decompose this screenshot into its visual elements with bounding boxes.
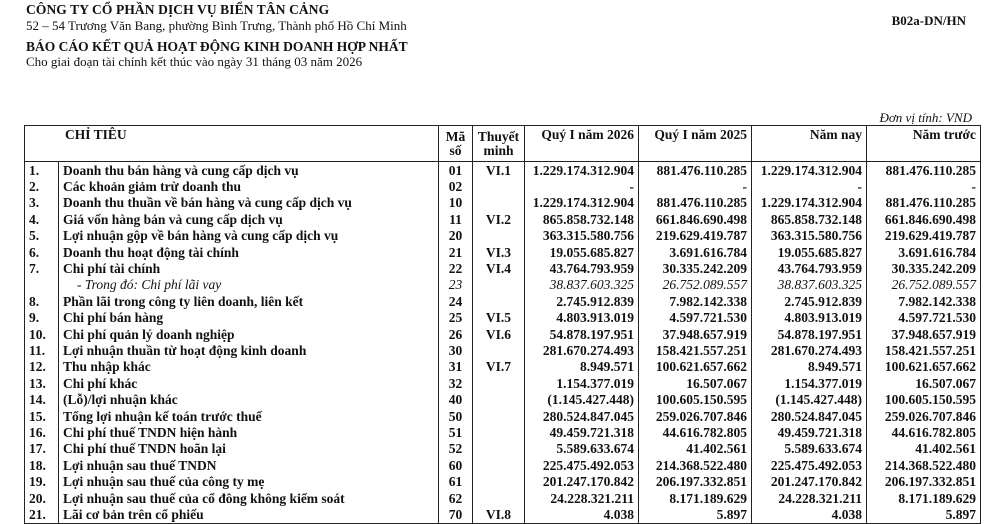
table-row (25, 391, 981, 407)
value-prev-year: 4.597.721.530 (867, 310, 981, 326)
row-note: VI.8 (473, 506, 525, 523)
value-this-year: 225.475.492.053 (752, 457, 867, 473)
value-q1-2025: 4.597.721.530 (639, 310, 752, 326)
header-code: Mã số (439, 126, 473, 162)
value-prev-year: 100.605.150.595 (867, 391, 981, 407)
row-number: 5. (25, 228, 59, 244)
value-q1-2025: 214.368.522.480 (639, 457, 752, 473)
row-label: Giá vốn hàng bán và cung cấp dịch vụ (59, 211, 439, 227)
company-address: 52 – 54 Trương Văn Bang, phường Bình Trưng, Thành phố Hồ Chí Minh (26, 18, 407, 33)
value-q1-2025: 16.507.067 (639, 375, 752, 391)
table-row (25, 408, 981, 424)
row-note (473, 178, 525, 194)
value-q1-2026: 865.858.732.148 (525, 211, 639, 227)
row-note (473, 391, 525, 407)
row-number: 11. (25, 342, 59, 358)
table-row (25, 195, 981, 211)
row-number: 4. (25, 211, 59, 227)
value-q1-2026: 54.878.197.951 (525, 326, 639, 342)
value-q1-2025: 7.982.142.338 (639, 293, 752, 309)
table-row (25, 375, 981, 391)
row-label: Chi phí bán hàng (59, 310, 439, 326)
value-prev-year: 30.335.242.209 (867, 260, 981, 276)
row-number: 15. (25, 408, 59, 424)
row-number: 8. (25, 293, 59, 309)
value-this-year: 2.745.912.839 (752, 293, 867, 309)
value-this-year: 1.229.174.312.904 (752, 162, 867, 179)
row-label: Doanh thu bán hàng và cung cấp dịch vụ (59, 162, 439, 179)
value-q1-2026: 281.670.274.493 (525, 342, 639, 358)
table-row (25, 228, 981, 244)
row-number: 14. (25, 391, 59, 407)
row-label: Doanh thu thuần về bán hàng và cung cấp dịch vụ (59, 195, 439, 211)
value-q1-2026: 4.803.913.019 (525, 310, 639, 326)
form-code: B02a-DN/HN (891, 13, 966, 28)
row-code: 02 (439, 178, 473, 194)
row-label: Lợi nhuận gộp về bán hàng và cung cấp dịch vụ (59, 228, 439, 244)
table-row (25, 326, 981, 342)
value-this-year: 201.247.170.842 (752, 473, 867, 489)
value-prev-year: 158.421.557.251 (867, 342, 981, 358)
row-note: VI.1 (473, 162, 525, 179)
report-period: Cho giai đoạn tài chính kết thúc vào ngày 31 tháng 03 năm 2026 (26, 54, 363, 69)
row-code: 52 (439, 441, 473, 457)
value-prev-year: 41.402.561 (867, 441, 981, 457)
row-code: 20 (439, 228, 473, 244)
header-this-year: Năm nay (752, 126, 867, 162)
value-q1-2025: - (639, 178, 752, 194)
value-this-year: 24.228.321.211 (752, 490, 867, 506)
value-q1-2026: 4.038 (525, 506, 639, 523)
value-this-year: 4.803.913.019 (752, 310, 867, 326)
row-code: 31 (439, 359, 473, 375)
row-code: 01 (439, 162, 473, 179)
row-label: Chi phí tài chính (59, 260, 439, 276)
value-q1-2026: 225.475.492.053 (525, 457, 639, 473)
value-this-year: 363.315.580.756 (752, 228, 867, 244)
value-this-year: - (752, 178, 867, 194)
row-code: 26 (439, 326, 473, 342)
row-note (473, 342, 525, 358)
row-label: Lợi nhuận thuần từ hoạt động kinh doanh (59, 342, 439, 358)
row-code: 62 (439, 490, 473, 506)
row-code: 24 (439, 293, 473, 309)
row-label: (Lỗ)/lợi nhuận khác (59, 391, 439, 407)
value-q1-2026: 5.589.633.674 (525, 441, 639, 457)
value-prev-year: 26.752.089.557 (867, 277, 981, 293)
row-label: Lợi nhuận sau thuế của cổ đông không kiểm soát (59, 490, 439, 506)
value-this-year: 5.589.633.674 (752, 441, 867, 457)
value-prev-year: 219.629.419.787 (867, 228, 981, 244)
row-code: 50 (439, 408, 473, 424)
row-code: 61 (439, 473, 473, 489)
table-row (25, 277, 981, 293)
row-note: VI.2 (473, 211, 525, 227)
value-this-year: 54.878.197.951 (752, 326, 867, 342)
value-q1-2026: 49.459.721.318 (525, 424, 639, 440)
value-q1-2026: (1.145.427.448) (525, 391, 639, 407)
row-code: 51 (439, 424, 473, 440)
row-note (473, 375, 525, 391)
value-q1-2025: 881.476.110.285 (639, 162, 752, 179)
value-this-year: 280.524.847.045 (752, 408, 867, 424)
value-q1-2025: 37.948.657.919 (639, 326, 752, 342)
value-q1-2026: 1.229.174.312.904 (525, 195, 639, 211)
table-row (25, 162, 981, 179)
row-note (473, 408, 525, 424)
table-row (25, 310, 981, 326)
table-row (25, 359, 981, 375)
row-note (473, 473, 525, 489)
value-q1-2025: 881.476.110.285 (639, 195, 752, 211)
table-row (25, 441, 981, 457)
row-label: Tổng lợi nhuận kế toán trước thuế (59, 408, 439, 424)
row-number: 6. (25, 244, 59, 260)
value-prev-year: 5.897 (867, 506, 981, 523)
value-prev-year: - (867, 178, 981, 194)
row-note (473, 277, 525, 293)
row-note (473, 228, 525, 244)
value-prev-year: 214.368.522.480 (867, 457, 981, 473)
row-number: 1. (25, 162, 59, 179)
value-prev-year: 661.846.690.498 (867, 211, 981, 227)
row-note: VI.7 (473, 359, 525, 375)
row-number: 10. (25, 326, 59, 342)
row-label: - Trong đó: Chi phí lãi vay (59, 277, 439, 293)
row-code: 22 (439, 260, 473, 276)
value-this-year: 49.459.721.318 (752, 424, 867, 440)
header-q1-2026: Quý I năm 2026 (525, 126, 639, 162)
value-prev-year: 3.691.616.784 (867, 244, 981, 260)
table-row (25, 424, 981, 440)
currency-unit: Đơn vị tính: VND (879, 110, 972, 125)
value-prev-year: 44.616.782.805 (867, 424, 981, 440)
row-label: Lãi cơ bản trên cổ phiếu (59, 506, 439, 523)
row-number: 19. (25, 473, 59, 489)
value-prev-year: 8.171.189.629 (867, 490, 981, 506)
table-row (25, 293, 981, 309)
row-code: 23 (439, 277, 473, 293)
row-note: VI.6 (473, 326, 525, 342)
row-label: Chi phí thuế TNDN hoãn lại (59, 441, 439, 457)
value-q1-2026: 1.229.174.312.904 (525, 162, 639, 179)
table-row (25, 244, 981, 260)
value-q1-2025: 30.335.242.209 (639, 260, 752, 276)
table-row (25, 490, 981, 506)
value-q1-2026: 363.315.580.756 (525, 228, 639, 244)
table-header-row (25, 126, 981, 162)
table-row (25, 178, 981, 194)
value-q1-2026: 8.949.571 (525, 359, 639, 375)
value-q1-2026: 1.154.377.019 (525, 375, 639, 391)
value-q1-2025: 5.897 (639, 506, 752, 523)
table-row (25, 506, 981, 523)
value-q1-2025: 259.026.707.846 (639, 408, 752, 424)
value-prev-year: 881.476.110.285 (867, 162, 981, 179)
row-code: 11 (439, 211, 473, 227)
row-note (473, 424, 525, 440)
value-q1-2026: 19.055.685.827 (525, 244, 639, 260)
row-code: 25 (439, 310, 473, 326)
row-number: 21. (25, 506, 59, 523)
row-number: 12. (25, 359, 59, 375)
table-row (25, 457, 981, 473)
value-this-year: 19.055.685.827 (752, 244, 867, 260)
row-code: 70 (439, 506, 473, 523)
value-q1-2026: 201.247.170.842 (525, 473, 639, 489)
row-number: 7. (25, 260, 59, 276)
value-this-year: 1.229.174.312.904 (752, 195, 867, 211)
value-this-year: (1.145.427.448) (752, 391, 867, 407)
row-number: 13. (25, 375, 59, 391)
row-number: 16. (25, 424, 59, 440)
row-code: 30 (439, 342, 473, 358)
row-code: 10 (439, 195, 473, 211)
value-q1-2026: 2.745.912.839 (525, 293, 639, 309)
value-prev-year: 206.197.332.851 (867, 473, 981, 489)
value-prev-year: 881.476.110.285 (867, 195, 981, 211)
row-label: Lợi nhuận sau thuế TNDN (59, 457, 439, 473)
row-label: Chi phí khác (59, 375, 439, 391)
value-prev-year: 7.982.142.338 (867, 293, 981, 309)
value-q1-2025: 100.621.657.662 (639, 359, 752, 375)
value-this-year: 43.764.793.959 (752, 260, 867, 276)
row-label: Phần lãi trong công ty liên doanh, liên kết (59, 293, 439, 309)
header-item: CHỈ TIÊU (25, 126, 439, 162)
value-q1-2025: 206.197.332.851 (639, 473, 752, 489)
value-q1-2025: 44.616.782.805 (639, 424, 752, 440)
row-label: Thu nhập khác (59, 359, 439, 375)
row-code: 60 (439, 457, 473, 473)
value-q1-2025: 8.171.189.629 (639, 490, 752, 506)
value-q1-2025: 158.421.557.251 (639, 342, 752, 358)
value-q1-2025: 3.691.616.784 (639, 244, 752, 260)
row-note (473, 293, 525, 309)
row-number: 3. (25, 195, 59, 211)
row-label: Lợi nhuận sau thuế của công ty mẹ (59, 473, 439, 489)
value-q1-2026: 43.764.793.959 (525, 260, 639, 276)
value-this-year: 1.154.377.019 (752, 375, 867, 391)
row-code: 32 (439, 375, 473, 391)
table-row (25, 342, 981, 358)
value-q1-2025: 41.402.561 (639, 441, 752, 457)
row-number: 9. (25, 310, 59, 326)
company-name: CÔNG TY CỔ PHẦN DỊCH VỤ BIỂN TÂN CẢNG (26, 2, 330, 17)
row-note (473, 195, 525, 211)
income-statement-table (24, 125, 981, 524)
value-q1-2026: 280.524.847.045 (525, 408, 639, 424)
value-prev-year: 16.507.067 (867, 375, 981, 391)
value-q1-2026: 24.228.321.211 (525, 490, 639, 506)
row-label: Chi phí quản lý doanh nghiệp (59, 326, 439, 342)
value-this-year: 8.949.571 (752, 359, 867, 375)
value-this-year: 281.670.274.493 (752, 342, 867, 358)
row-label: Các khoản giảm trừ doanh thu (59, 178, 439, 194)
table-row (25, 473, 981, 489)
value-prev-year: 37.948.657.919 (867, 326, 981, 342)
value-this-year: 4.038 (752, 506, 867, 523)
value-q1-2025: 26.752.089.557 (639, 277, 752, 293)
value-this-year: 865.858.732.148 (752, 211, 867, 227)
value-prev-year: 259.026.707.846 (867, 408, 981, 424)
row-code: 21 (439, 244, 473, 260)
row-number: 17. (25, 441, 59, 457)
row-label: Chi phí thuế TNDN hiện hành (59, 424, 439, 440)
row-code: 40 (439, 391, 473, 407)
value-q1-2026: - (525, 178, 639, 194)
value-q1-2026: 38.837.603.325 (525, 277, 639, 293)
row-number: 18. (25, 457, 59, 473)
row-number: 2. (25, 178, 59, 194)
value-q1-2025: 661.846.690.498 (639, 211, 752, 227)
row-note (473, 457, 525, 473)
row-number: 20. (25, 490, 59, 506)
row-label: Doanh thu hoạt động tài chính (59, 244, 439, 260)
value-q1-2025: 100.605.150.595 (639, 391, 752, 407)
report-title: BÁO CÁO KẾT QUẢ HOẠT ĐỘNG KINH DOANH HỢP NHẤT (26, 39, 408, 54)
value-q1-2025: 219.629.419.787 (639, 228, 752, 244)
table-row (25, 211, 981, 227)
header-prev-year: Năm trước (867, 126, 981, 162)
row-note (473, 490, 525, 506)
row-note: VI.4 (473, 260, 525, 276)
header-q1-2025: Quý I năm 2025 (639, 126, 752, 162)
value-this-year: 38.837.603.325 (752, 277, 867, 293)
row-note: VI.5 (473, 310, 525, 326)
row-note (473, 441, 525, 457)
row-number (25, 277, 59, 293)
table-row (25, 260, 981, 276)
header-note: Thuyết minh (473, 126, 525, 162)
row-note: VI.3 (473, 244, 525, 260)
value-prev-year: 100.621.657.662 (867, 359, 981, 375)
